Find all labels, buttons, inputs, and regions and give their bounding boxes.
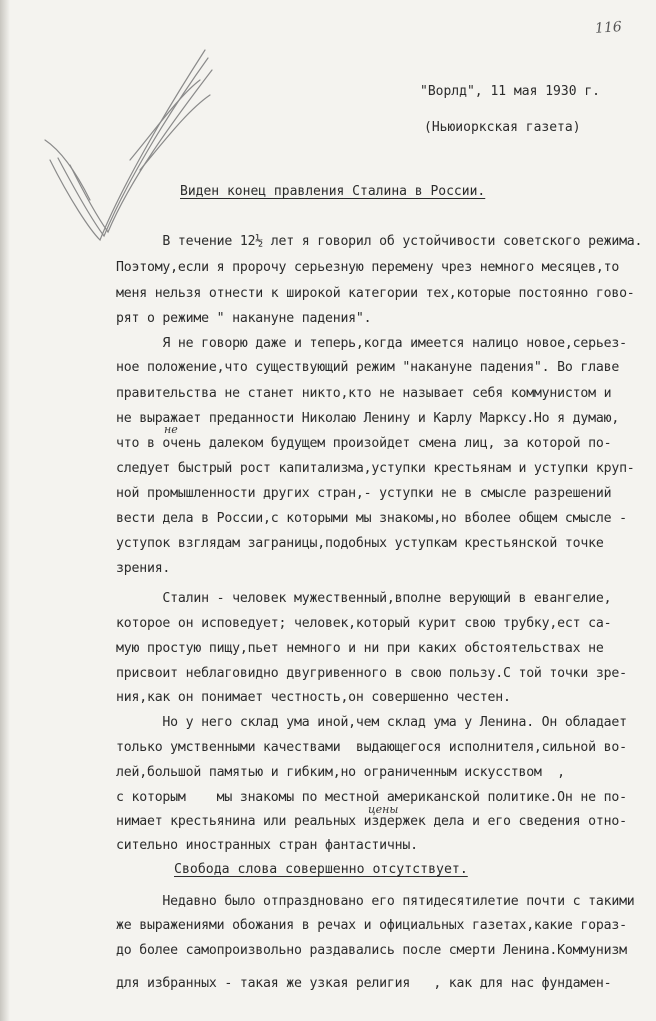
text-line: для избранных - такая же узкая религия , как для нас фундамен- xyxy=(116,976,612,991)
text-line: ной промышленности других стран,- уступки не в смысле разрешений xyxy=(116,486,612,501)
handwritten-insert: цены xyxy=(368,803,399,816)
text-line: Недавно было отпраздновано его пятидесятилетие почти с такими xyxy=(116,894,635,909)
text-line: следует быстрый рост капитализма,уступки крестьянам и уступки круп- xyxy=(116,461,635,476)
text-line: ния,как он понимает честность,он совершенно честен. xyxy=(116,690,511,705)
pencil-scribble xyxy=(30,40,220,250)
section-heading: Свобода слова совершенно отсутствует. xyxy=(174,862,468,877)
text-line: уступок взглядам заграницы,подобных уступкам крестьянской точке xyxy=(116,536,604,551)
text-line: присвоит неблаговидно двугривенного в свою пользу.С той точки зре- xyxy=(116,666,627,681)
text-line: не выражает преданности Николаю Ленину и Карлу Марксу.Но я думаю, xyxy=(116,411,620,426)
text-line: мую простую пищу,пьет немного и ни при каких обстоятельствах не xyxy=(116,641,604,656)
text-line: до более самопроизвольно раздавались после смерти Ленина.Коммунизм xyxy=(116,943,627,958)
text-line: правительства не станет никто,кто не называет себя коммунистом и xyxy=(116,386,612,401)
text-line: ное положение,что существующий режим "накануне падения". Во главе xyxy=(116,360,620,375)
text-line: зрения. xyxy=(116,561,171,576)
text-line: с которым мы знакомы по местной американской политике.Он не по- xyxy=(116,790,627,805)
page-edge-shadow xyxy=(0,0,10,1021)
header-newspaper: (Ньюиоркская газета) xyxy=(424,120,581,135)
text-line: Но у него склад ума иной,чем склад ума у Ленина. Он обладает xyxy=(116,715,627,730)
text-line: сительно иностранных стран фантастичны. xyxy=(116,838,418,853)
text-line: нимает крестьянина или реальных издержек дела и его сведения отно- xyxy=(116,814,627,829)
text-line: лей,большой памятью и гибким,но ограниченным искусством , xyxy=(116,765,565,780)
text-line: же выражениями обожания в речах и официальных газетах,какие гораз- xyxy=(116,918,627,933)
text-line: Поэтому,если я пророчу серьезную перемену чрез немного месяцев,то xyxy=(116,260,620,275)
text-line: Сталин - человек мужественный,вполне верующий в евангелие, xyxy=(116,591,612,606)
text-line: вести дела в России,с которыми мы знакомы,но вболее общем смысле - xyxy=(116,511,627,526)
text-line: что в очень далеком будущем произойдет смена лиц, за которой по- xyxy=(116,436,612,451)
text-line: Я не говорю даже и теперь,когда имеется налицо новое,серьез- xyxy=(116,336,627,351)
text-line: которое он исповедует; человек,который курит свою трубку,ест са- xyxy=(116,616,612,631)
text-line: рят о режиме " накануне падения". xyxy=(116,311,372,326)
page-number: 116 xyxy=(594,19,623,37)
article-title: Виден конец правления Сталина в России. xyxy=(180,184,486,199)
text-line: В течение 12½ лет я говорил об устойчивости советского режима. xyxy=(116,234,643,249)
handwritten-insert: не xyxy=(164,423,178,436)
header-source: "Ворлд", 11 мая 1930 г. xyxy=(420,84,601,99)
text-line: меня нельзя отнести к широкой категории тех,которые постоянно гово- xyxy=(116,286,635,301)
text-line: только умственными качествами выдающегося исполнителя,сильной во- xyxy=(116,740,627,755)
